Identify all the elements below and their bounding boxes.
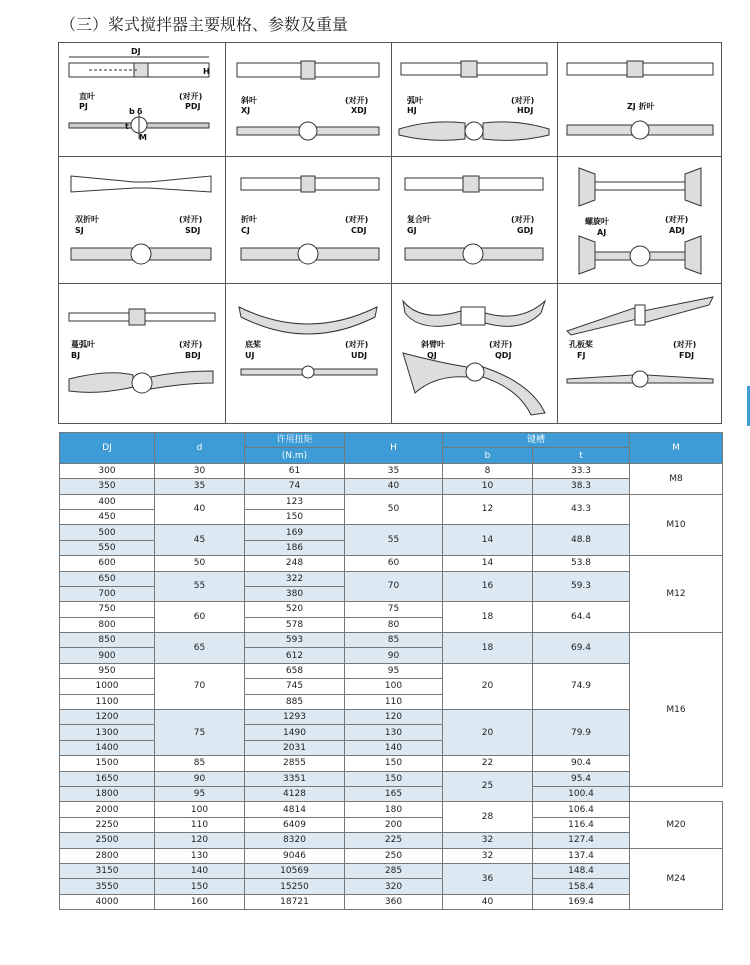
panel-label-left: 螺旋叶 [585,217,609,226]
cell-torque: 4128 [245,786,345,801]
cell-torque: 9046 [245,848,345,863]
cell-h: 50 [345,494,443,525]
cell-d: 55 [155,571,245,602]
panel-code-left: UJ [245,351,255,360]
cell-t: 106.4 [533,802,630,817]
cell-dj: 450 [60,509,155,524]
cell-d: 85 [155,756,245,771]
panel-label-left: 双折叶 [75,215,99,224]
cell-dj: 850 [60,633,155,648]
panel-label-right: (对开) [345,96,369,105]
inclined-arm-blade-drawing [391,283,557,423]
cell-dj: 2000 [60,802,155,817]
header-b: b [443,448,533,463]
cell-dj: 2800 [60,848,155,863]
cell-torque: 612 [245,648,345,663]
cell-dj: 1500 [60,756,155,771]
cell-h: 110 [345,694,443,709]
cell-b: 22 [443,756,533,771]
cell-h: 320 [345,879,443,894]
cell-b: 20 [443,663,533,709]
cell-dj: 1800 [60,786,155,801]
cell-torque: 186 [245,540,345,555]
panel-label-right: (对开) [511,215,535,224]
cell-dj: 700 [60,586,155,601]
panel-label-right: (对开) [179,340,203,349]
cell-t: 64.4 [533,602,630,633]
cell-m: M24 [630,848,723,910]
panel-label-left: 孔板桨 [569,340,593,349]
cell-t: 116.4 [533,817,630,832]
panel-code-right: QDJ [495,351,512,360]
panel-hj [391,43,557,156]
cell-m: M10 [630,494,723,556]
panel-code-left: QJ [427,351,437,360]
cell-dj: 2500 [60,833,155,848]
cell-b: 32 [443,833,533,848]
m-dim-label: M [139,133,147,142]
cell-torque: 885 [245,694,345,709]
cell-t: 100.4 [533,786,630,801]
cell-torque: 74 [245,479,345,494]
cell-m: M16 [630,633,723,787]
cell-dj: 650 [60,571,155,586]
cell-h: 40 [345,479,443,494]
panel-fj [557,283,723,423]
cell-torque: 578 [245,617,345,632]
cell-b: 28 [443,802,533,833]
panel-code-right: HDJ [517,106,534,115]
panel-code-right: BDJ [185,351,201,360]
cell-d: 100 [155,802,245,817]
cell-dj: 600 [60,556,155,571]
table-row [60,479,723,494]
cell-t: 148.4 [533,863,630,878]
cell-h: 35 [345,463,443,478]
cell-torque: 2855 [245,756,345,771]
panel-label-left: 底桨 [245,340,261,349]
panel-label-right: (对开) [345,340,369,349]
header-t: t [533,448,630,463]
cell-b: 10 [443,479,533,494]
cell-b: 32 [443,848,533,863]
cell-torque: 15250 [245,879,345,894]
panel-code-left: FJ [577,351,586,360]
cell-h: 70 [345,571,443,602]
cell-t: 90.4 [533,756,630,771]
cell-d: 110 [155,817,245,832]
panel-code-left: XJ [241,106,251,115]
table-row [60,879,723,894]
cell-b: 18 [443,633,533,664]
cell-torque: 745 [245,679,345,694]
panel-label-right: (对开) [665,215,689,224]
table-row [60,463,723,478]
folded-blade-drawing [557,43,723,156]
cell-dj: 500 [60,525,155,540]
panel-cj [225,156,391,283]
cell-b: 8 [443,463,533,478]
table-row [60,786,723,801]
cell-dj: 3150 [60,863,155,878]
cell-dj: 750 [60,602,155,617]
panel-code-left: GJ [407,226,417,235]
cell-d: 160 [155,894,245,909]
cell-b: 36 [443,863,533,894]
panel-bj [59,283,225,423]
cell-h: 225 [345,833,443,848]
cell-torque: 8320 [245,833,345,848]
cell-h: 75 [345,602,443,617]
cell-h: 150 [345,771,443,786]
header-m: M [630,433,723,464]
cell-t: 127.4 [533,833,630,848]
cell-t: 79.9 [533,710,630,756]
table-row [60,863,723,878]
cell-b: 40 [443,894,533,909]
cell-t: 59.3 [533,571,630,602]
cell-d: 140 [155,863,245,878]
impeller-type-grid [58,42,722,424]
cell-d: 65 [155,633,245,664]
cell-d: 150 [155,879,245,894]
cell-dj: 1650 [60,771,155,786]
panel-label-right: (对开) [179,92,203,101]
table-row [60,525,723,540]
cell-dj: 550 [60,540,155,555]
table-row [60,894,723,909]
t-dim-label: t [125,122,129,131]
table-row [60,848,723,863]
cell-h: 55 [345,525,443,556]
table-row [60,556,723,571]
panel-zj [557,43,723,156]
cell-d: 50 [155,556,245,571]
panel-code-right: PDJ [185,102,201,111]
cell-t: 95.4 [533,771,630,786]
cell-dj: 1200 [60,710,155,725]
cell-d: 30 [155,463,245,478]
cell-t: 53.8 [533,556,630,571]
cell-dj: 1000 [60,679,155,694]
cell-d: 75 [155,710,245,756]
cell-h: 285 [345,863,443,878]
cell-t: 69.4 [533,633,630,664]
cell-t: 169.4 [533,894,630,909]
cell-h: 200 [345,817,443,832]
panel-aj [557,156,723,283]
cell-t: 158.4 [533,879,630,894]
panel-code-left: SJ [75,226,84,235]
cell-h: 130 [345,725,443,740]
table-row [60,571,723,586]
panel-code-right: FDJ [679,351,695,360]
cell-torque: 169 [245,525,345,540]
panel-label-left: 复合叶 [407,215,431,224]
cell-b: 18 [443,602,533,633]
cell-dj: 950 [60,663,155,678]
panel-code-right: CDJ [351,226,367,235]
cell-h: 165 [345,786,443,801]
cell-torque: 593 [245,633,345,648]
cell-d: 40 [155,494,245,525]
panel-code-right: GDJ [517,226,534,235]
panel-label-right: (对开) [673,340,697,349]
cell-h: 250 [345,848,443,863]
cell-h: 120 [345,710,443,725]
header-d: d [155,433,245,464]
header-torque-unit: (N.m) [245,448,345,463]
cell-d: 45 [155,525,245,556]
panel-code-right: UDJ [351,351,368,360]
panel-code-right: SDJ [185,226,201,235]
panel-code-left: AJ [597,228,607,237]
panel-uj [225,283,391,423]
cell-d: 60 [155,602,245,633]
table-row [60,663,723,678]
cell-h: 60 [345,556,443,571]
header-dj: DJ [60,433,155,464]
cell-m: M8 [630,463,723,494]
panel-gj [391,156,557,283]
panel-label-right: (对开) [345,215,369,224]
cell-m: M20 [630,802,723,848]
header-keyway: 键槽 [443,433,630,448]
panel-code-right: XDJ [351,106,367,115]
cell-t: 43.3 [533,494,630,525]
panel-label-left: 直叶 [79,92,95,101]
panel-label-left: 斜臂叶 [421,340,445,349]
cell-h: 80 [345,617,443,632]
table-row [60,633,723,648]
header-h: H [345,433,443,464]
header-torque: 许用扭矩 [245,433,345,448]
cell-dj: 1100 [60,694,155,709]
cell-b: 12 [443,494,533,525]
panel-sj [59,156,225,283]
table-row [60,802,723,817]
cell-h: 95 [345,663,443,678]
cell-b: 25 [443,771,533,802]
panel-code-left: CJ [241,226,250,235]
panel-code-left: BJ [71,351,81,360]
cell-h: 90 [345,648,443,663]
panel-label-center: ZJ 折叶 [627,102,655,111]
cell-h: 140 [345,740,443,755]
cell-torque: 10569 [245,863,345,878]
panel-label-right: (对开) [511,96,535,105]
cell-m: M12 [630,556,723,633]
table-row [60,710,723,725]
cell-torque: 520 [245,602,345,617]
cell-torque: 322 [245,571,345,586]
b-dim-label: b [129,107,135,116]
cell-dj: 350 [60,479,155,494]
cell-t: 74.9 [533,663,630,709]
panel-code-left: HJ [407,106,417,115]
cell-t: 48.8 [533,525,630,556]
cell-b: 14 [443,556,533,571]
table-row [60,602,723,617]
panel-code-left: PJ [79,102,88,111]
cell-dj: 2250 [60,817,155,832]
cell-torque: 1490 [245,725,345,740]
cell-h: 100 [345,679,443,694]
cell-torque: 6409 [245,817,345,832]
table-row [60,817,723,832]
delta-dim-label: δ [137,107,143,116]
panel-dj [59,43,225,156]
cell-torque: 248 [245,556,345,571]
cell-h: 85 [345,633,443,648]
panel-qj [391,283,557,423]
cell-d: 70 [155,663,245,709]
cell-dj: 4000 [60,894,155,909]
cell-dj: 1300 [60,725,155,740]
cell-dj: 1400 [60,740,155,755]
h-dim-label: H [203,67,210,76]
cell-d: 130 [155,848,245,863]
cell-dj: 3550 [60,879,155,894]
table-row [60,771,723,786]
cell-torque: 18721 [245,894,345,909]
cell-torque: 2031 [245,740,345,755]
cell-dj: 400 [60,494,155,509]
panel-label-left: 斜叶 [241,96,257,105]
cell-torque: 1293 [245,710,345,725]
panel-label-left: 折叶 [241,215,257,224]
cell-dj: 300 [60,463,155,478]
cell-dj: 900 [60,648,155,663]
dj-dim-label: DJ [131,47,141,56]
panel-code-right: ADJ [669,226,685,235]
cell-t: 137.4 [533,848,630,863]
cell-t: 38.3 [533,479,630,494]
cell-h: 360 [345,894,443,909]
panel-label-right: (对开) [489,340,513,349]
panel-xj [225,43,391,156]
cell-dj: 800 [60,617,155,632]
cell-d: 35 [155,479,245,494]
spiral-blade-drawing [557,156,723,283]
table-row [60,494,723,509]
cell-b: 14 [443,525,533,556]
panel-label-right: (对开) [179,215,203,224]
cell-torque: 150 [245,509,345,524]
cell-torque: 380 [245,586,345,601]
panel-label-left: 蔓弧叶 [71,340,95,349]
cell-t: 33.3 [533,463,630,478]
cell-b: 16 [443,571,533,602]
cell-d: 90 [155,771,245,786]
table-row [60,756,723,771]
spec-table [59,432,723,910]
panel-label-left: 弧叶 [407,96,423,105]
cell-torque: 61 [245,463,345,478]
cell-d: 120 [155,833,245,848]
cell-h: 180 [345,802,443,817]
cell-d: 95 [155,786,245,801]
table-row [60,833,723,848]
cell-h: 150 [345,756,443,771]
cell-torque: 4814 [245,802,345,817]
cell-b: 20 [443,710,533,756]
cell-torque: 3351 [245,771,345,786]
section-title: （三）桨式搅拌器主要规格、参数及重量 [60,15,349,34]
cell-torque: 658 [245,663,345,678]
cell-torque: 123 [245,494,345,509]
